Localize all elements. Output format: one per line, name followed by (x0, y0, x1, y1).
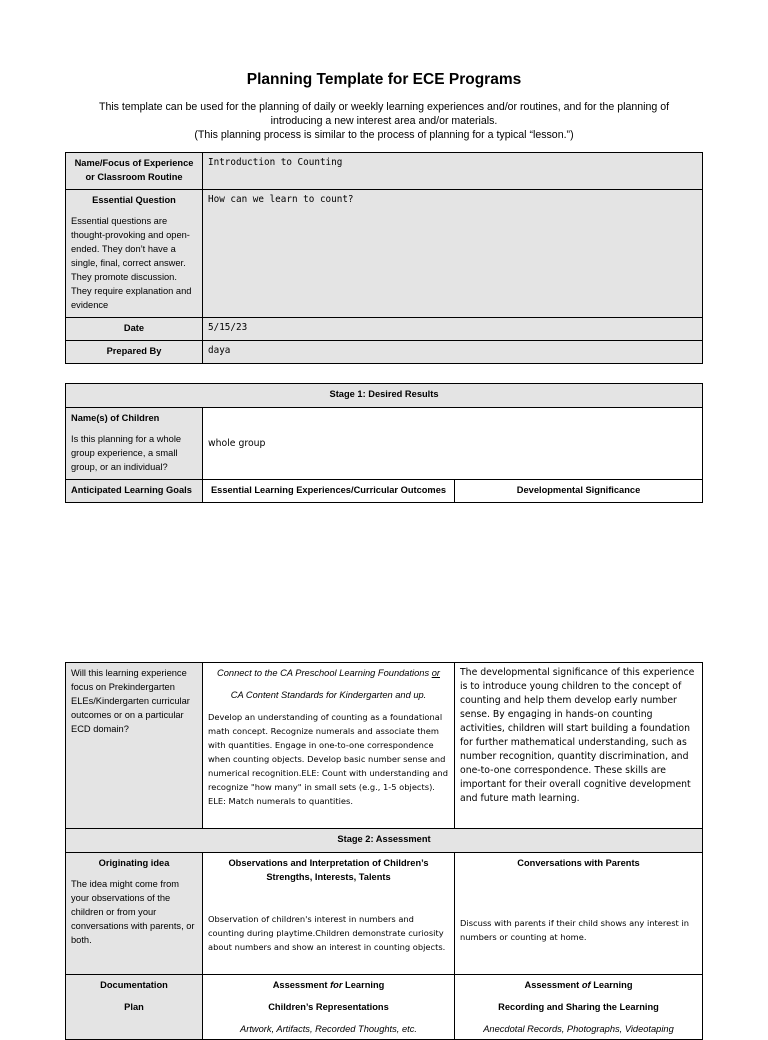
representations-examples: Artwork, Artifacts, Recorded Thoughts, etc. (240, 1024, 417, 1034)
connect-part-1: Connect to the CA Preschool Learning Foundations (217, 668, 432, 678)
observations-text[interactable]: Observation of children's interest in numbers and counting during playtime.Children demonstrate curiosity about numbers and show an interest in counting objects. (208, 914, 446, 952)
origin-cell (66, 853, 203, 975)
origin-note: The idea might come from your observations of the children or from your conversations with parents, or both. (71, 879, 195, 945)
goals-label: Anticipated Learning Goals (66, 480, 203, 503)
experience-info-table (65, 152, 703, 364)
recording-label: Recording and Sharing the Learning (498, 1002, 659, 1012)
intro-line-1: This template can be used for the planning of daily or weekly learning experiences and/or routines, and for the planning of (98, 101, 670, 113)
stage1-heading: Stage 1: Desired Results (66, 384, 703, 408)
focus-value[interactable]: Introduction to Counting (203, 153, 703, 190)
assessment-of-cell (455, 975, 703, 1040)
prepared-by-value[interactable]: daya (203, 341, 703, 364)
assessment-for-post: Learning (342, 980, 385, 990)
connect-line-1 (208, 666, 449, 680)
significance-label: Developmental Significance (455, 480, 703, 503)
page-title: Planning Template for ECE Programs (246, 71, 522, 88)
connect-line-2: CA Content Standards for Kindergarten and up. (230, 690, 427, 700)
intro-text (90, 100, 678, 142)
outcomes-text[interactable]: Develop an understanding of counting as a foundational math concept. Recognize numerals and associate them with quantities. Engage in one-to-one correspondence when counting objects. Develop basic number sense and numerical recognition.ELE: Count with understanding and recognize "how many" in small sets (e.g., 1-5 objects). ELE: Match numerals to quantities. (208, 712, 448, 806)
assessment-of-pre: Assessment (524, 980, 582, 990)
intro-line-2: introducing a new interest area and/or materials. (270, 115, 498, 127)
focus-question-cell: Will this learning experience focus on Prekindergarten ELEs/Kindergarten curricular outcomes or on a particular ECD domain? (66, 663, 203, 829)
observations-cell (203, 853, 455, 975)
parents-label: Conversations with Parents (517, 858, 640, 868)
assessment-for-cell (203, 975, 455, 1040)
assessment-of-em: of (581, 980, 591, 990)
children-value[interactable]: whole group (203, 408, 703, 480)
parents-text[interactable]: Discuss with parents if their child shows any interest in numbers or counting at home. (460, 918, 690, 942)
children-label: Name(s) of Children (71, 413, 160, 423)
intro-line-3: (This planning process is similar to the process of planning for a typical “lesson.”) (194, 129, 574, 141)
children-note: Is this planning for a whole group experience, a small group, or an individual? (71, 434, 182, 472)
connect-or: or (431, 668, 440, 678)
stage2-table (65, 662, 703, 1040)
assessment-of-post: Learning (590, 980, 633, 990)
essential-question-label: Essential Question (92, 195, 176, 205)
assessment-for-label (208, 978, 449, 992)
essential-question-note: Essential questions are thought-provoking and open-ended. They don’t have a single, final, correct answer. They promote discussion. They require explanation and evidence (71, 216, 192, 310)
recording-examples: Anecdotal Records, Photographs, Videotaping (483, 1024, 674, 1034)
stage2-heading: Stage 2: Assessment (66, 829, 703, 853)
documentation-cell (66, 975, 203, 1040)
essential-question-cell (66, 190, 203, 318)
assessment-for-em: for (330, 980, 343, 990)
date-value[interactable]: 5/15/23 (203, 318, 703, 341)
outcomes-cell (203, 663, 455, 829)
assessment-of-label (460, 978, 697, 992)
parents-cell (455, 853, 703, 975)
prepared-by-label: Prepared By (66, 341, 203, 364)
focus-label: Name/Focus of Experience or Classroom Routine (66, 153, 203, 190)
origin-label: Originating idea (98, 858, 170, 868)
significance-text[interactable]: The developmental significance of this experience is to introduce young children to the concept of counting and help them develop early number sense. By engaging in hands-on counting activities, children will start building a foundation for further mathematical understanding, such as number recognition, quantity discrimination, and one-to-one correspondence. These skills are important for their overall cognitive development and future math learning. (455, 663, 703, 829)
essential-question-value[interactable]: How can we learn to count? (203, 190, 703, 318)
children-cell (66, 408, 203, 480)
documentation-label: Documentation (100, 980, 168, 990)
stage1-table (65, 383, 703, 503)
representations-label: Children’s Representations (268, 1002, 389, 1012)
assessment-for-pre: Assessment (272, 980, 331, 990)
observations-label: Observations and Interpretation of Children’s Strengths, Interests, Talents (228, 858, 429, 882)
outcomes-label: Essential Learning Experiences/Curricular Outcomes (203, 480, 455, 503)
plan-label: Plan (124, 1002, 144, 1012)
date-label: Date (66, 318, 203, 341)
